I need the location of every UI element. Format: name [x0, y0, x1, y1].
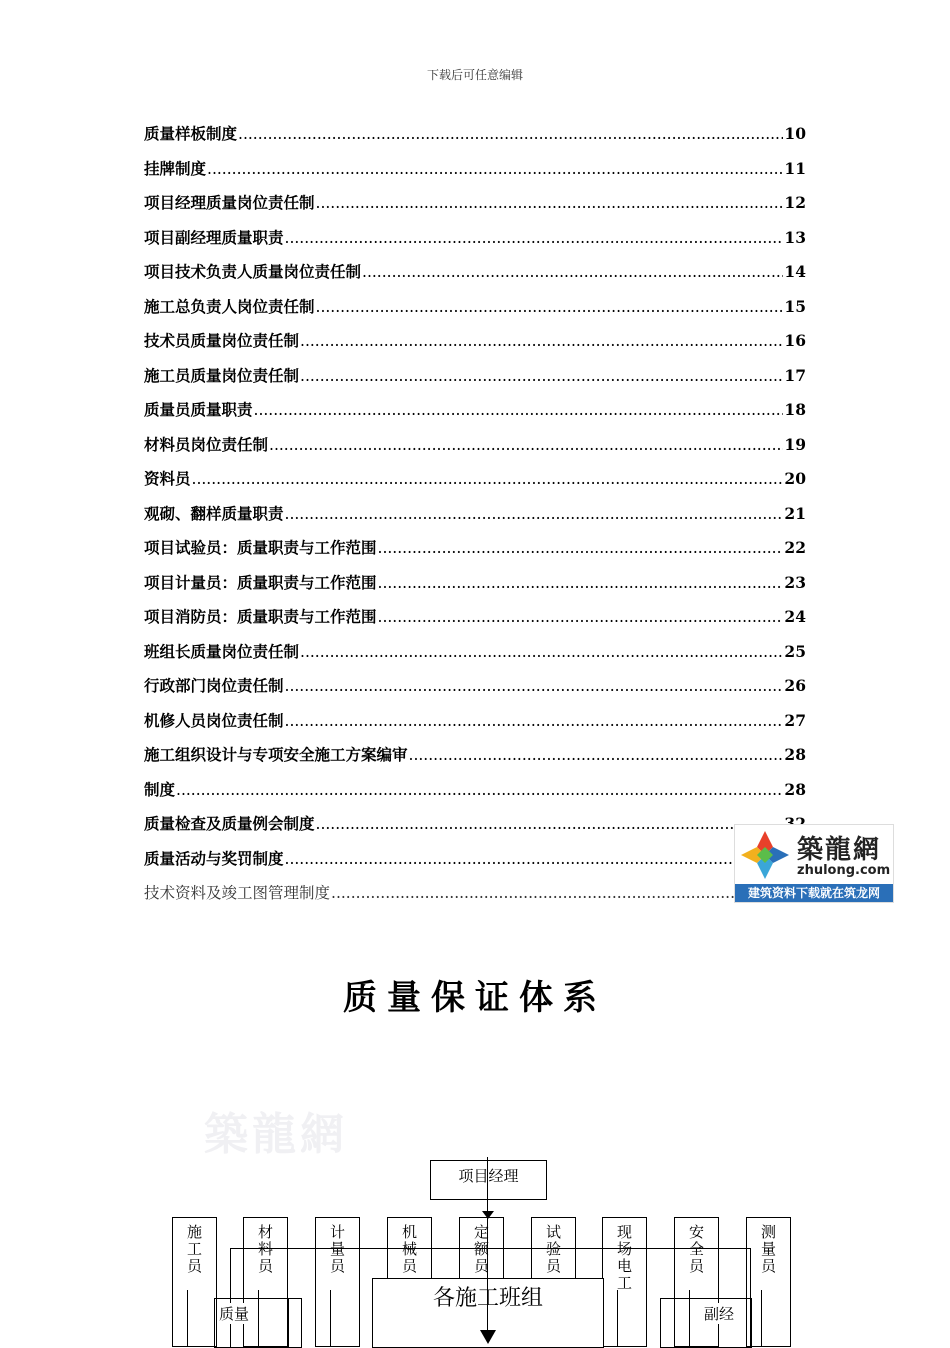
toc-leader-dots [285, 712, 784, 730]
org-left-inner-line [288, 1298, 289, 1348]
org-connector-horizontal [230, 1248, 750, 1249]
toc-entry[interactable] [144, 329, 806, 364]
toc-leader-dots [285, 677, 784, 695]
toc-entry-title: 机修人员岗位责任制 [144, 710, 284, 730]
toc-entry-title: 施工总负责人岗位责任制 [144, 296, 315, 316]
toc-leader-dots [285, 850, 805, 868]
toc-entry-title: 质量样板制度 [144, 124, 238, 143]
org-box-project-manager: 项目经理 [430, 1160, 547, 1200]
org-role-label: 材料员 [257, 1223, 273, 1275]
org-role-inner-line [330, 1290, 331, 1347]
toc-entry[interactable] [144, 502, 806, 537]
toc-entry[interactable] [144, 743, 806, 778]
org-sub-box-left [214, 1298, 302, 1348]
toc-entry-page: 24 [784, 607, 806, 626]
org-role-label: 机械员 [401, 1223, 417, 1275]
watermark-text: 築龍網 [204, 1109, 348, 1160]
toc-entry-title: 施工组织设计与专项安全施工方案编审 [144, 745, 408, 764]
toc-entry-title: 质量活动与奖罚制度 [144, 848, 284, 868]
org-box-role [459, 1217, 504, 1347]
org-role-inner-line [474, 1290, 475, 1347]
toc-entry-page: 28 [784, 745, 806, 764]
toc-entry-title: 项目计量员：质量职责与工作范围 [144, 572, 377, 592]
org-role-inner-line [402, 1290, 403, 1347]
org-box-construction-teams: 各施工班组 [372, 1278, 604, 1348]
toc-entry-page: 20 [784, 469, 806, 488]
toc-leader-dots [316, 298, 784, 316]
toc-entry-page: 12 [784, 193, 806, 212]
toc-entry-page: 27 [784, 710, 806, 730]
org-role-inner-line [546, 1290, 547, 1347]
org-role-label: 试验员 [545, 1223, 561, 1275]
toc-entry[interactable] [144, 364, 806, 399]
toc-entry-page: 25 [784, 641, 806, 661]
org-role-inner-line [617, 1290, 618, 1347]
org-right-label: 副经 [704, 1305, 735, 1323]
toc-entry[interactable] [144, 536, 806, 571]
toc-entry[interactable] [144, 226, 806, 261]
toc-entry-title: 制度 [144, 779, 176, 799]
toc-entry[interactable] [144, 433, 806, 468]
org-main-arrow-line [487, 1157, 488, 1337]
toc-leader-dots [285, 229, 784, 247]
toc-leader-dots [300, 643, 783, 661]
toc-entry[interactable] [144, 605, 806, 640]
org-role-inner-line [761, 1290, 762, 1347]
toc-entry-page: 14 [784, 262, 806, 281]
toc-entry[interactable] [144, 709, 806, 744]
zhulong-logo-icon [739, 829, 791, 881]
org-box-role [531, 1217, 576, 1347]
org-role-label: 测量员 [760, 1223, 776, 1275]
zhulong-logo [734, 824, 894, 903]
toc-entry-page: 10 [784, 124, 806, 143]
logo-domain-text: zhulong.com [797, 863, 891, 878]
toc-leader-dots [269, 436, 783, 454]
toc-leader-dots [300, 332, 783, 350]
org-sub-box-right [660, 1298, 752, 1348]
toc-entry-title: 项目经理质量岗位责任制 [144, 193, 315, 212]
arrow-down-icon [480, 1211, 496, 1219]
toc-entry-title: 观砌、翻样质量职责 [144, 503, 284, 523]
toc-entry-title: 技术资料及竣工图管理制度 [144, 884, 331, 902]
org-box-role [602, 1217, 647, 1347]
toc-entry-title: 资料员 [144, 469, 191, 488]
toc-leader-dots [316, 194, 784, 212]
table-of-contents [144, 122, 806, 916]
org-role-label: 安全员 [688, 1223, 704, 1275]
toc-entry-title: 质量员质量职责 [144, 400, 253, 419]
org-role-label: 计量员 [329, 1223, 345, 1275]
toc-entry[interactable] [144, 847, 806, 882]
toc-entry-page: 22 [784, 538, 806, 557]
toc-entry[interactable] [144, 295, 806, 330]
toc-entry-title: 班组长质量岗位责任制 [144, 641, 300, 661]
toc-entry[interactable] [144, 640, 806, 675]
org-role-inner-line [187, 1290, 188, 1347]
toc-leader-dots [300, 367, 783, 385]
toc-leader-dots [378, 539, 784, 557]
toc-entry[interactable] [144, 674, 806, 709]
toc-entry[interactable] [144, 812, 806, 847]
section-title: 质量保证体系 [343, 978, 607, 1018]
toc-entry-page: 28 [784, 779, 806, 799]
org-left-label: 质量 [219, 1305, 250, 1323]
toc-leader-dots [362, 263, 783, 281]
header-note: 下载后可任意编辑 [426, 68, 523, 82]
toc-leader-dots [254, 401, 784, 419]
toc-entry[interactable] [144, 398, 806, 433]
toc-entry-title: 施工员质量岗位责任制 [144, 365, 300, 385]
toc-entry-page: 11 [784, 158, 806, 178]
org-right-inner-line [674, 1298, 675, 1348]
toc-leader-dots [378, 608, 784, 626]
org-role-label: 施工员 [186, 1223, 202, 1275]
toc-leader-dots [378, 574, 784, 592]
toc-entry-page: 16 [784, 331, 806, 350]
org-box-role [315, 1217, 360, 1347]
org-role-inner-line [258, 1290, 259, 1347]
org-connector-left-drop [230, 1248, 231, 1348]
toc-entry-page: 13 [784, 227, 806, 247]
toc-entry-title: 挂牌制度 [144, 158, 207, 178]
toc-entry-page: 26 [784, 676, 806, 695]
org-box-role [674, 1217, 719, 1347]
toc-entry[interactable] [144, 778, 806, 813]
toc-entry[interactable] [144, 191, 806, 226]
toc-entry-title: 行政部门岗位责任制 [144, 676, 284, 695]
toc-leader-dots [238, 125, 783, 143]
toc-entry-title: 项目技术负责人质量岗位责任制 [144, 262, 362, 281]
toc-entry-title: 项目消防员：质量职责与工作范围 [144, 607, 377, 626]
toc-leader-dots [316, 815, 784, 833]
org-role-label: 定额员 [473, 1223, 489, 1275]
arrow-down-icon [480, 1330, 496, 1344]
logo-slogan: 建筑资料下载就在筑龙网 [735, 884, 893, 902]
toc-entry[interactable] [144, 467, 806, 502]
org-role-inner-line [689, 1290, 690, 1347]
logo-chinese-text: 築龍網 [797, 835, 882, 865]
toc-leader-dots [409, 746, 784, 764]
org-box-role [243, 1217, 288, 1347]
toc-entry-page: 17 [784, 365, 806, 385]
toc-entry[interactable] [144, 881, 806, 916]
org-role-label: 现场电工 [616, 1223, 632, 1292]
org-box-role [387, 1217, 432, 1347]
toc-entry-title: 材料员岗位责任制 [144, 434, 269, 454]
toc-leader-dots [176, 781, 783, 799]
toc-entry-title: 项目副经理质量职责 [144, 227, 284, 247]
toc-entry[interactable] [144, 260, 806, 295]
toc-entry-page: 15 [784, 296, 806, 316]
org-box-role [172, 1217, 217, 1347]
toc-entry-page: 23 [784, 572, 806, 592]
toc-leader-dots [285, 505, 784, 523]
org-box-role [746, 1217, 791, 1347]
toc-entry-page: 19 [784, 434, 806, 454]
toc-entry[interactable] [144, 157, 806, 192]
toc-entry-page: 21 [784, 503, 806, 523]
toc-entry-title: 技术员质量岗位责任制 [144, 331, 300, 350]
toc-leader-dots [207, 160, 783, 178]
toc-entry-title: 质量检查及质量例会制度 [144, 814, 315, 833]
toc-entry-page: 18 [784, 400, 806, 419]
toc-entry[interactable] [144, 571, 806, 606]
toc-entry-title: 项目试验员：质量职责与工作范围 [144, 538, 377, 557]
org-connector-right-drop [750, 1248, 751, 1348]
toc-leader-dots [192, 470, 784, 488]
toc-entry[interactable] [144, 122, 806, 157]
